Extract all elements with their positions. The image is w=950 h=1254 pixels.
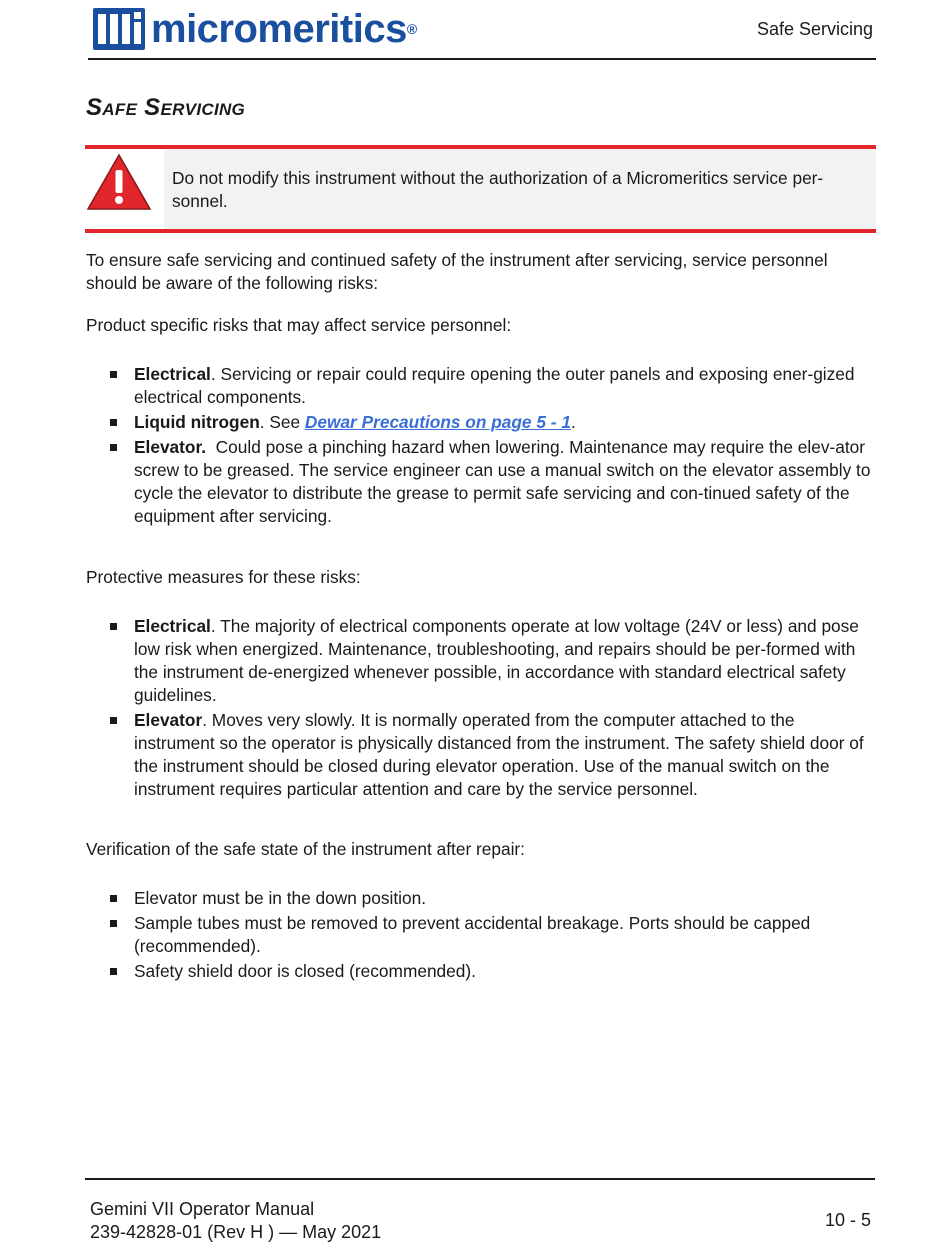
list-item: Safety shield door is closed (recommended). bbox=[110, 960, 878, 983]
brand-name: micromeritics bbox=[151, 7, 407, 51]
list-item: Elevator must be in the down position. bbox=[110, 887, 878, 910]
list-item: Liquid nitrogen. See Dewar Precautions on page 5 - 1. bbox=[110, 411, 878, 434]
measures-heading: Protective measures for these risks: bbox=[86, 567, 361, 587]
footer-divider bbox=[85, 1178, 875, 1180]
risks-list bbox=[110, 363, 878, 530]
header-divider bbox=[88, 58, 876, 60]
header-section-title: Safe Servicing bbox=[756, 19, 873, 39]
brand-registered-mark: ® bbox=[406, 21, 418, 37]
page-number: 10 - 5 bbox=[824, 1210, 871, 1230]
list-item: Electrical. The majority of electrical components operate at low voltage (24V or less) and pose low risk when energized. Maintenance, troubleshooting, and repairs should be per-formed with the instrument de-energized whenever possible, in accordance with standard electrical safety guidelines. bbox=[110, 615, 878, 707]
dewar-precautions-link[interactable]: Dewar Precautions on page 5 - 1 bbox=[304, 412, 571, 432]
measures-list bbox=[110, 615, 878, 803]
footer-manual-title: Gemini VII Operator Manual bbox=[90, 1199, 315, 1219]
page-title: Safe Servicing bbox=[86, 94, 246, 121]
list-item: Sample tubes must be removed to prevent accidental breakage. Ports should be capped (recommended). bbox=[110, 912, 878, 958]
intro-paragraph: To ensure safe servicing and continued safety of the instrument after servicing, service personnel should be aware of the following risks: bbox=[86, 250, 828, 293]
micromeritics-logo bbox=[93, 6, 417, 52]
verification-heading: Verification of the safe state of the instrument after repair: bbox=[86, 839, 525, 859]
list-item: Electrical. Servicing or repair could require opening the outer panels and exposing ener-gized electrical components. bbox=[110, 363, 878, 409]
list-item: Elevator. Could pose a pinching hazard when lowering. Maintenance may require the elev-ator screw to be greased. The service engineer can use a manual switch on the elevator assembly to cycle the elevator to distribute the grease to permit safe servicing and con-tinued safety of the equipment after servicing. bbox=[110, 436, 878, 528]
warning-triangle-icon bbox=[86, 153, 152, 211]
footer-document-info bbox=[90, 1198, 381, 1244]
warning-box bbox=[85, 145, 876, 233]
logo-mark-icon bbox=[93, 8, 145, 50]
list-item: Elevator. Moves very slowly. It is normally operated from the computer attached to the instrument so the operator is physically distanced from the instrument. The safety shield door of the instrument should be closed during elevator operation. Use of the manual switch on the instrument requires particular attention and care by the service personnel. bbox=[110, 709, 878, 801]
footer-document-number: 239-42828-01 (Rev H ) — May 2021 bbox=[90, 1222, 382, 1242]
risks-heading: Product specific risks that may affect service personnel: bbox=[86, 315, 512, 335]
verification-list bbox=[110, 887, 878, 985]
warning-text: Do not modify this instrument without the authorization of a Micromeritics service per-sonnel. bbox=[164, 149, 876, 229]
